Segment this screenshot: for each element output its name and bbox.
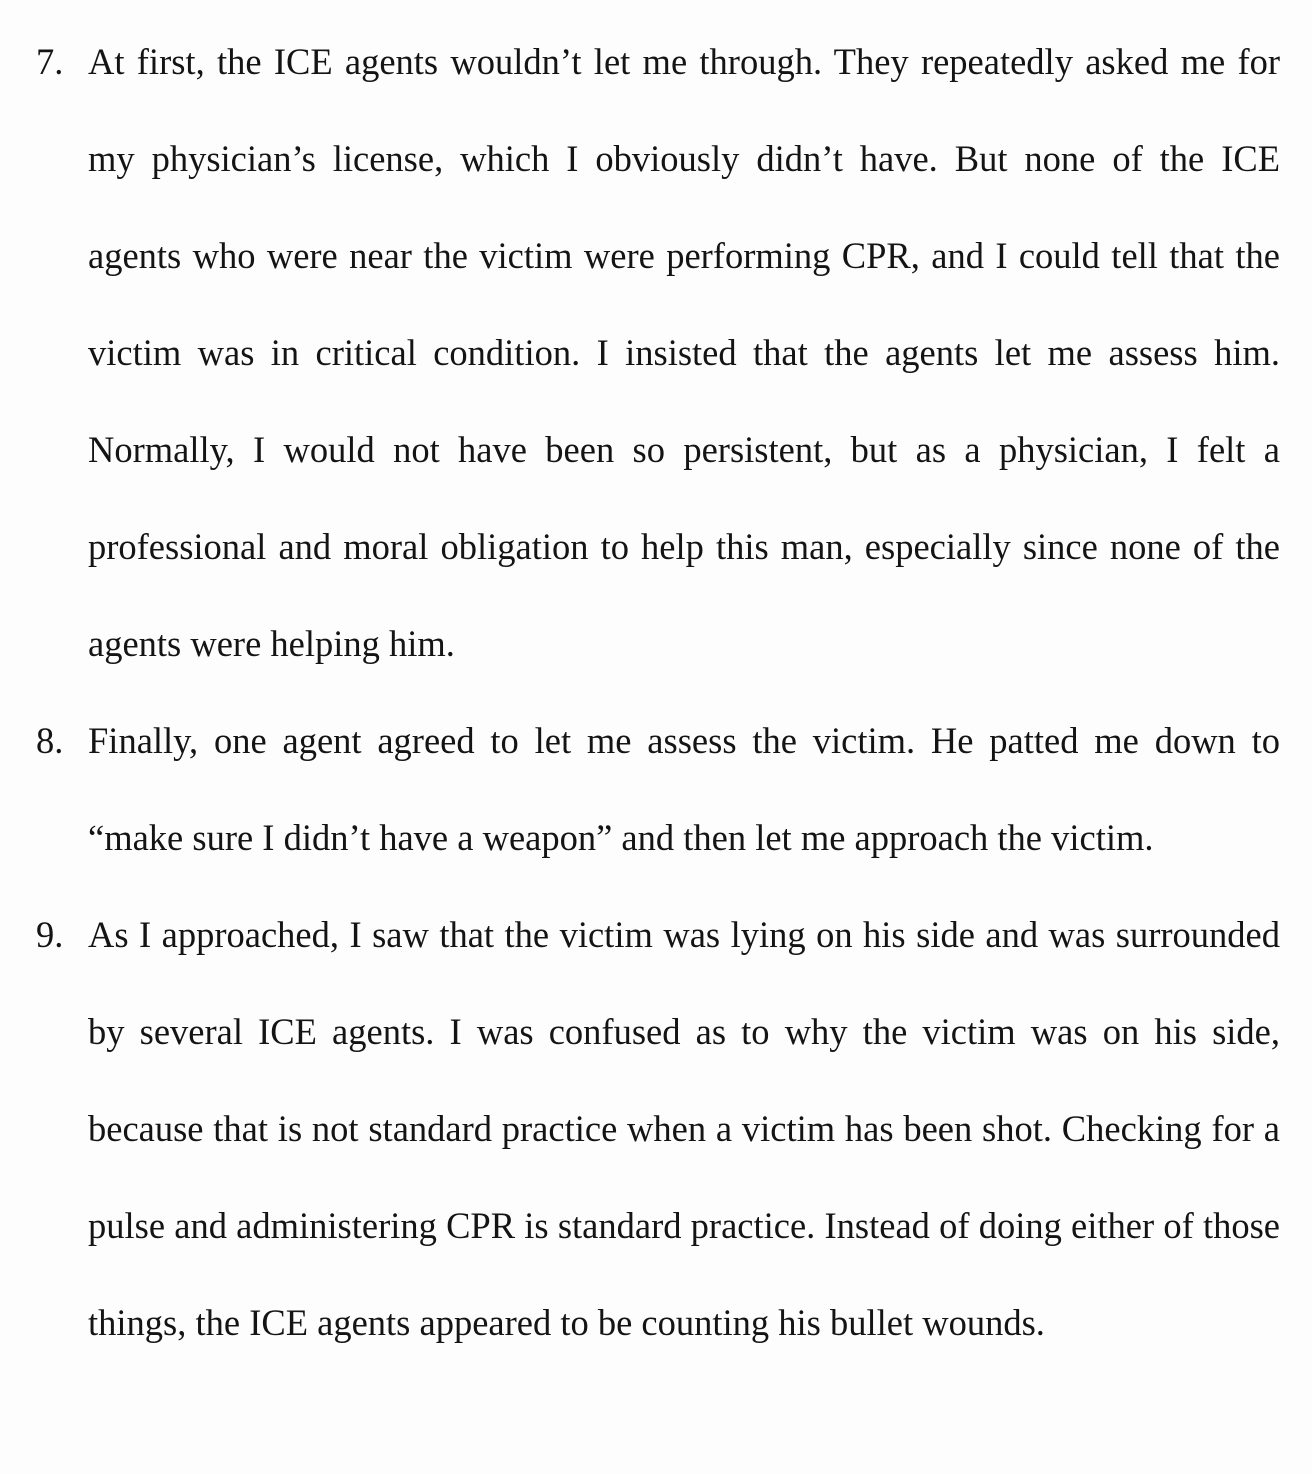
- paragraph-number: 7.: [36, 41, 64, 82]
- paragraph-8: [36, 692, 1280, 886]
- paragraph-number: 8.: [36, 720, 64, 761]
- paragraph-7: [36, 13, 1280, 692]
- paragraph-text: Finally, one agent agreed to let me assess the victim. He patted me down to “make sure I didn’t have a weapon” and then let me approach the victim.: [88, 720, 1280, 858]
- paragraph-number: 9.: [36, 914, 64, 955]
- paragraph-text: As I approached, I saw that the victim was lying on his side and was surrounded by several ICE agents. I was confused as to why the victim was on his side, because that is not standard practice when a victim has been shot. Checking for a pulse and administering CPR is standard practice. Instead of doing either of those things, the ICE agents appeared to be counting his bullet wounds.: [88, 914, 1280, 1343]
- paragraph-text: At first, the ICE agents wouldn’t let me through. They repeatedly asked me for my physician’s license, which I obviously didn’t have. But none of the ICE agents who were near the victim were performing CPR, and I could tell that the victim was in critical condition. I insisted that the agents let me assess him. Normally, I would not have been so persistent, but as a physician, I felt a professional and moral obligation to help this man, especially since none of the agents were helping him.: [88, 41, 1280, 664]
- paragraph-9: [36, 886, 1280, 1371]
